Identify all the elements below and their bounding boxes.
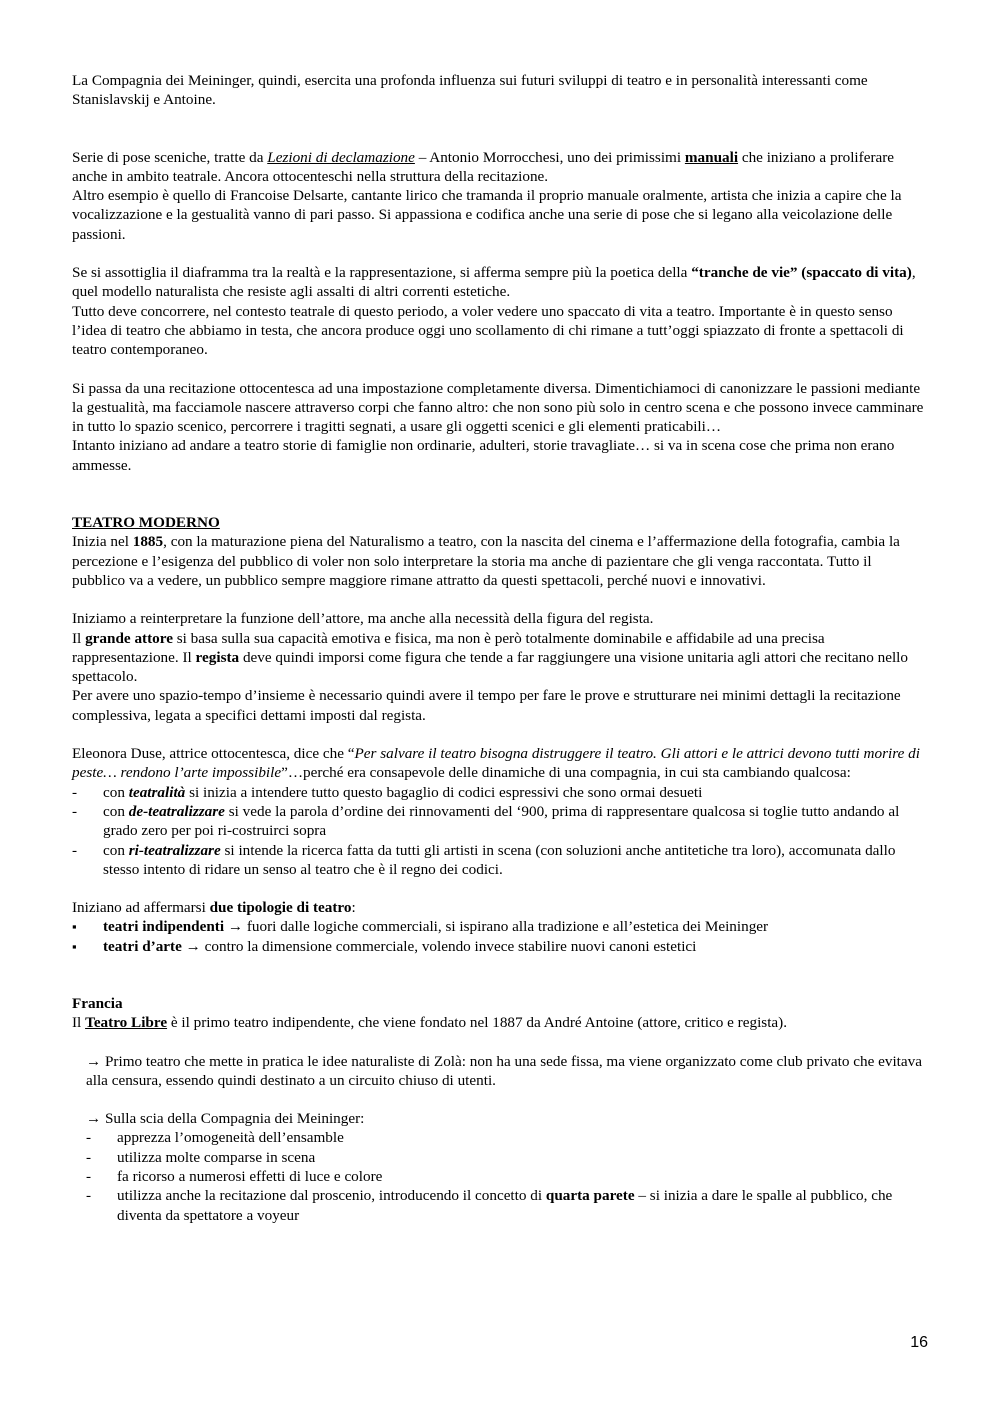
indented-block: [72, 1052, 928, 1129]
list-marker: -: [72, 841, 78, 859]
term-regista: regista: [195, 648, 240, 666]
list-teatralita: [72, 783, 928, 879]
term-due-tipologie: due tipologie di teatro: [209, 899, 352, 917]
list-item-term: teatri indipendenti: [103, 918, 225, 936]
paragraph-scia-meininger: → Sulla scia della Compagnia dei Meininger:: [86, 1110, 365, 1128]
term-grande-attore: grande attore: [85, 629, 173, 647]
heading-teatro-moderno: TEATRO MODERNO: [72, 514, 220, 532]
list-item-text: con: [103, 783, 129, 801]
list-item-term: de-teatralizzare: [128, 802, 225, 820]
paragraph-teatro-libre: Il Teatro Libre è il primo teatro indipendente, che viene fondato nel 1887 da André Antoine (attore, critico e regista).: [72, 1014, 788, 1032]
quote-duse: Per salvare il teatro bisogna distruggere il teatro. Gli attori e le attrici devono tutti morire di peste… rendono l’arte impossibile: [72, 745, 920, 782]
year-1885: 1885: [132, 533, 164, 551]
list-item-text: con: [103, 802, 129, 820]
heading-francia: Francia: [72, 994, 123, 1012]
list-item: [86, 1148, 928, 1167]
paragraph-primo-teatro: → Primo teatro che mette in pratica le idee naturaliste di Zolà: non ha una sede fissa, ma viene organizzato come club privato che evitava alla censura, essendo quindi destinato a un circuito chiuso di utenti.: [86, 1052, 922, 1089]
list-marker: -: [86, 1168, 92, 1186]
list-item: [72, 917, 928, 936]
list-item-term: teatralità: [128, 783, 186, 801]
list-item: [86, 1167, 928, 1186]
list-item-text: si inizia a intendere tutto questo bagaglio di codici espressivi che sono ormai desueti: [185, 783, 703, 801]
list-marker: ▪: [72, 938, 77, 954]
list-marker: -: [86, 1187, 92, 1205]
list-item-text: – si inizia a dare le spalle al pubblico, che diventa da spettatore a voyeur: [117, 1187, 893, 1224]
term-teatro-libre: Teatro Libre: [85, 1014, 168, 1032]
list-item-term: ri-teatralizzare: [128, 841, 221, 859]
list-item: [72, 841, 928, 880]
paragraph-pose-sceniche: Serie di pose sceniche, tratte da Lezioni di declamazione – Antonio Morrocchesi, uno dei primissimi manuali che iniziano a proliferare anche in ambito teatrale. Ancora ottocenteschi nella struttura della recitazione.: [72, 148, 895, 185]
paragraph-eleonora-duse: Eleonora Duse, attrice ottocentesca, dice che “Per salvare il teatro bisogna distruggere il teatro. Gli attori e le attrici devono tutti morire di peste… rendono l’arte impossibile”…perché era consapevole delle dinamiche di una compagnia, in cui sta cambiando qualcosa:: [72, 745, 920, 782]
list-item-text: fa ricorso a numerosi effetti di luce e colore: [117, 1168, 383, 1186]
list-marker: -: [86, 1129, 92, 1147]
paragraph-tranche-de-vie: Se si assottiglia il diaframma tra la realtà e la rappresentazione, si afferma sempre più la poetica della “tranche de vie” (spaccato di vita), quel modello naturalista che resiste agli assalti di altri correnti estetiche.: [72, 264, 916, 301]
paragraph-due-tipologie: Iniziano ad affermarsi due tipologie di teatro:: [72, 899, 356, 917]
paragraph-delsarte: Altro esempio è quello di Francoise Delsarte, cantante lirico che tramanda il proprio manuale oralmente, artista che inizia a capire che la vocalizzazione e la gestualità vanno di pari passo. Si appassiona e codifica anche una serie di pose che si legano alla veicolazione delle passioni.: [72, 187, 902, 243]
list-marker: -: [86, 1148, 92, 1166]
paragraph-spaccato-vita: Tutto deve concorrere, nel contesto teatrale di questo periodo, a voler vedere uno spaccato di vita a teatro. Importante è in questo senso l’idea di teatro che abbiamo in testa, che ancora produce oggi uno scollamento di chi rimane a tutt’oggi spiazzato di fronte a spettacoli di teatro contemporaneo.: [72, 302, 904, 359]
paragraph-inizio-1885: Inizia nel 1885, con la maturazione piena del Naturalismo a teatro, con la nascita del cinema e l’affermazione della fotografia, cambia la percezione e l’esigenza del pubblico di voler non solo interpretare la storia ma anche di pazientare che gli venga raccontata. Tutto il pubblico va a vedere, un pubblico sempre maggiore rimane attratto da questi spettacoli, perché nuovi e innovativi.: [72, 533, 900, 589]
list-item-term: quarta parete: [545, 1187, 635, 1205]
list-tipologie-teatro: [72, 917, 928, 956]
list-marker: ▪: [72, 919, 77, 935]
list-item: [72, 802, 928, 841]
book-title-lezioni: Lezioni di declamazione: [267, 148, 415, 166]
list-marker: -: [72, 802, 78, 820]
paragraph-funzione-attore: Iniziamo a reinterpretare la funzione dell’attore, ma anche alla necessità della figura del regista.: [72, 610, 654, 628]
list-item-term: teatri d’arte: [103, 937, 182, 955]
paragraph-spazio-tempo: Per avere uno spazio-tempo d’insieme è necessario quindi avere il tempo per fare le prove e strutturare nei minimi dettagli la recitazione complessiva, legata a specifici dettami imposti dal regista.: [72, 687, 901, 724]
list-item-text: si intende la ricerca fatta da tutti gli artisti in scena (con soluzioni anche antitetiche tra loro), accomunata dallo stesso intento di ridare un senso al teatro che è il regno dei codici.: [103, 841, 896, 878]
list-item: [72, 783, 928, 802]
paragraph-grande-attore: Il grande attore si basa sulla sua capacità emotiva e fisica, ma non è però totalmente dominabile e affidabile ad una precisa rappresentazione. Il regista deve quindi imporsi come figura che tende a far raggiungere una visione unitaria agli attori che recitano nello spettacolo.: [72, 629, 908, 686]
term-tranche-de-vie: “tranche de vie” (spaccato di vita): [691, 264, 912, 282]
list-item-text: si vede la parola d’ordine dei rinnovamenti del ‘900, prima di rappresentare qualcosa si toglie tutto andando al grado zero per poi ri-costruirci sopra: [103, 802, 900, 840]
list-item-text: → contro la dimensione commerciale, volendo invece stabilire nuovi canoni estetici: [181, 937, 697, 955]
paragraph-storie-famiglie: Intanto iniziano ad andare a teatro storie di famiglie non ordinarie, adulteri, storie travagliate… si va in scena cose che prima non erano ammesse.: [72, 437, 895, 474]
paragraph-recitazione: Si passa da una recitazione ottocentesca ad una impostazione completamente diversa. Dimentichiamoci di canonizzare le passioni mediante la gestualità, ma facciamole nascere attraverso corpi che fanno altro: che non sono più solo in centro scena e che possono invece camminare in tutto lo spazio scenico, percorrere i tragitti segnati, a usare gli oggetti scenici e gli elementi praticabili…: [72, 379, 924, 436]
list-item: [72, 937, 928, 956]
list-item-text: con: [103, 841, 129, 859]
list-item-text: → fuori dalle logiche commerciali, si ispirano alla tradizione e all’estetica dei Meininger: [224, 918, 769, 936]
list-item: [86, 1186, 928, 1225]
list-marker: -: [72, 783, 78, 801]
list-item-text: apprezza l’omogeneità dell’ensamble: [117, 1129, 344, 1147]
list-item-text: utilizza molte comparse in scena: [117, 1148, 316, 1166]
page-number: 16: [910, 1334, 928, 1351]
paragraph-meininger-influence: La Compagnia dei Meininger, quindi, esercita una profonda influenza sui futuri sviluppi di teatro e in personalità interessanti come Stanislavskij e Antoine.: [72, 72, 868, 109]
document-page: [72, 71, 928, 1225]
list-caratteristiche: [72, 1128, 928, 1224]
term-manuali: manuali: [684, 148, 739, 166]
list-item: [86, 1128, 928, 1147]
list-item-text: utilizza anche la recitazione dal proscenio, introducendo il concetto di: [117, 1187, 546, 1205]
